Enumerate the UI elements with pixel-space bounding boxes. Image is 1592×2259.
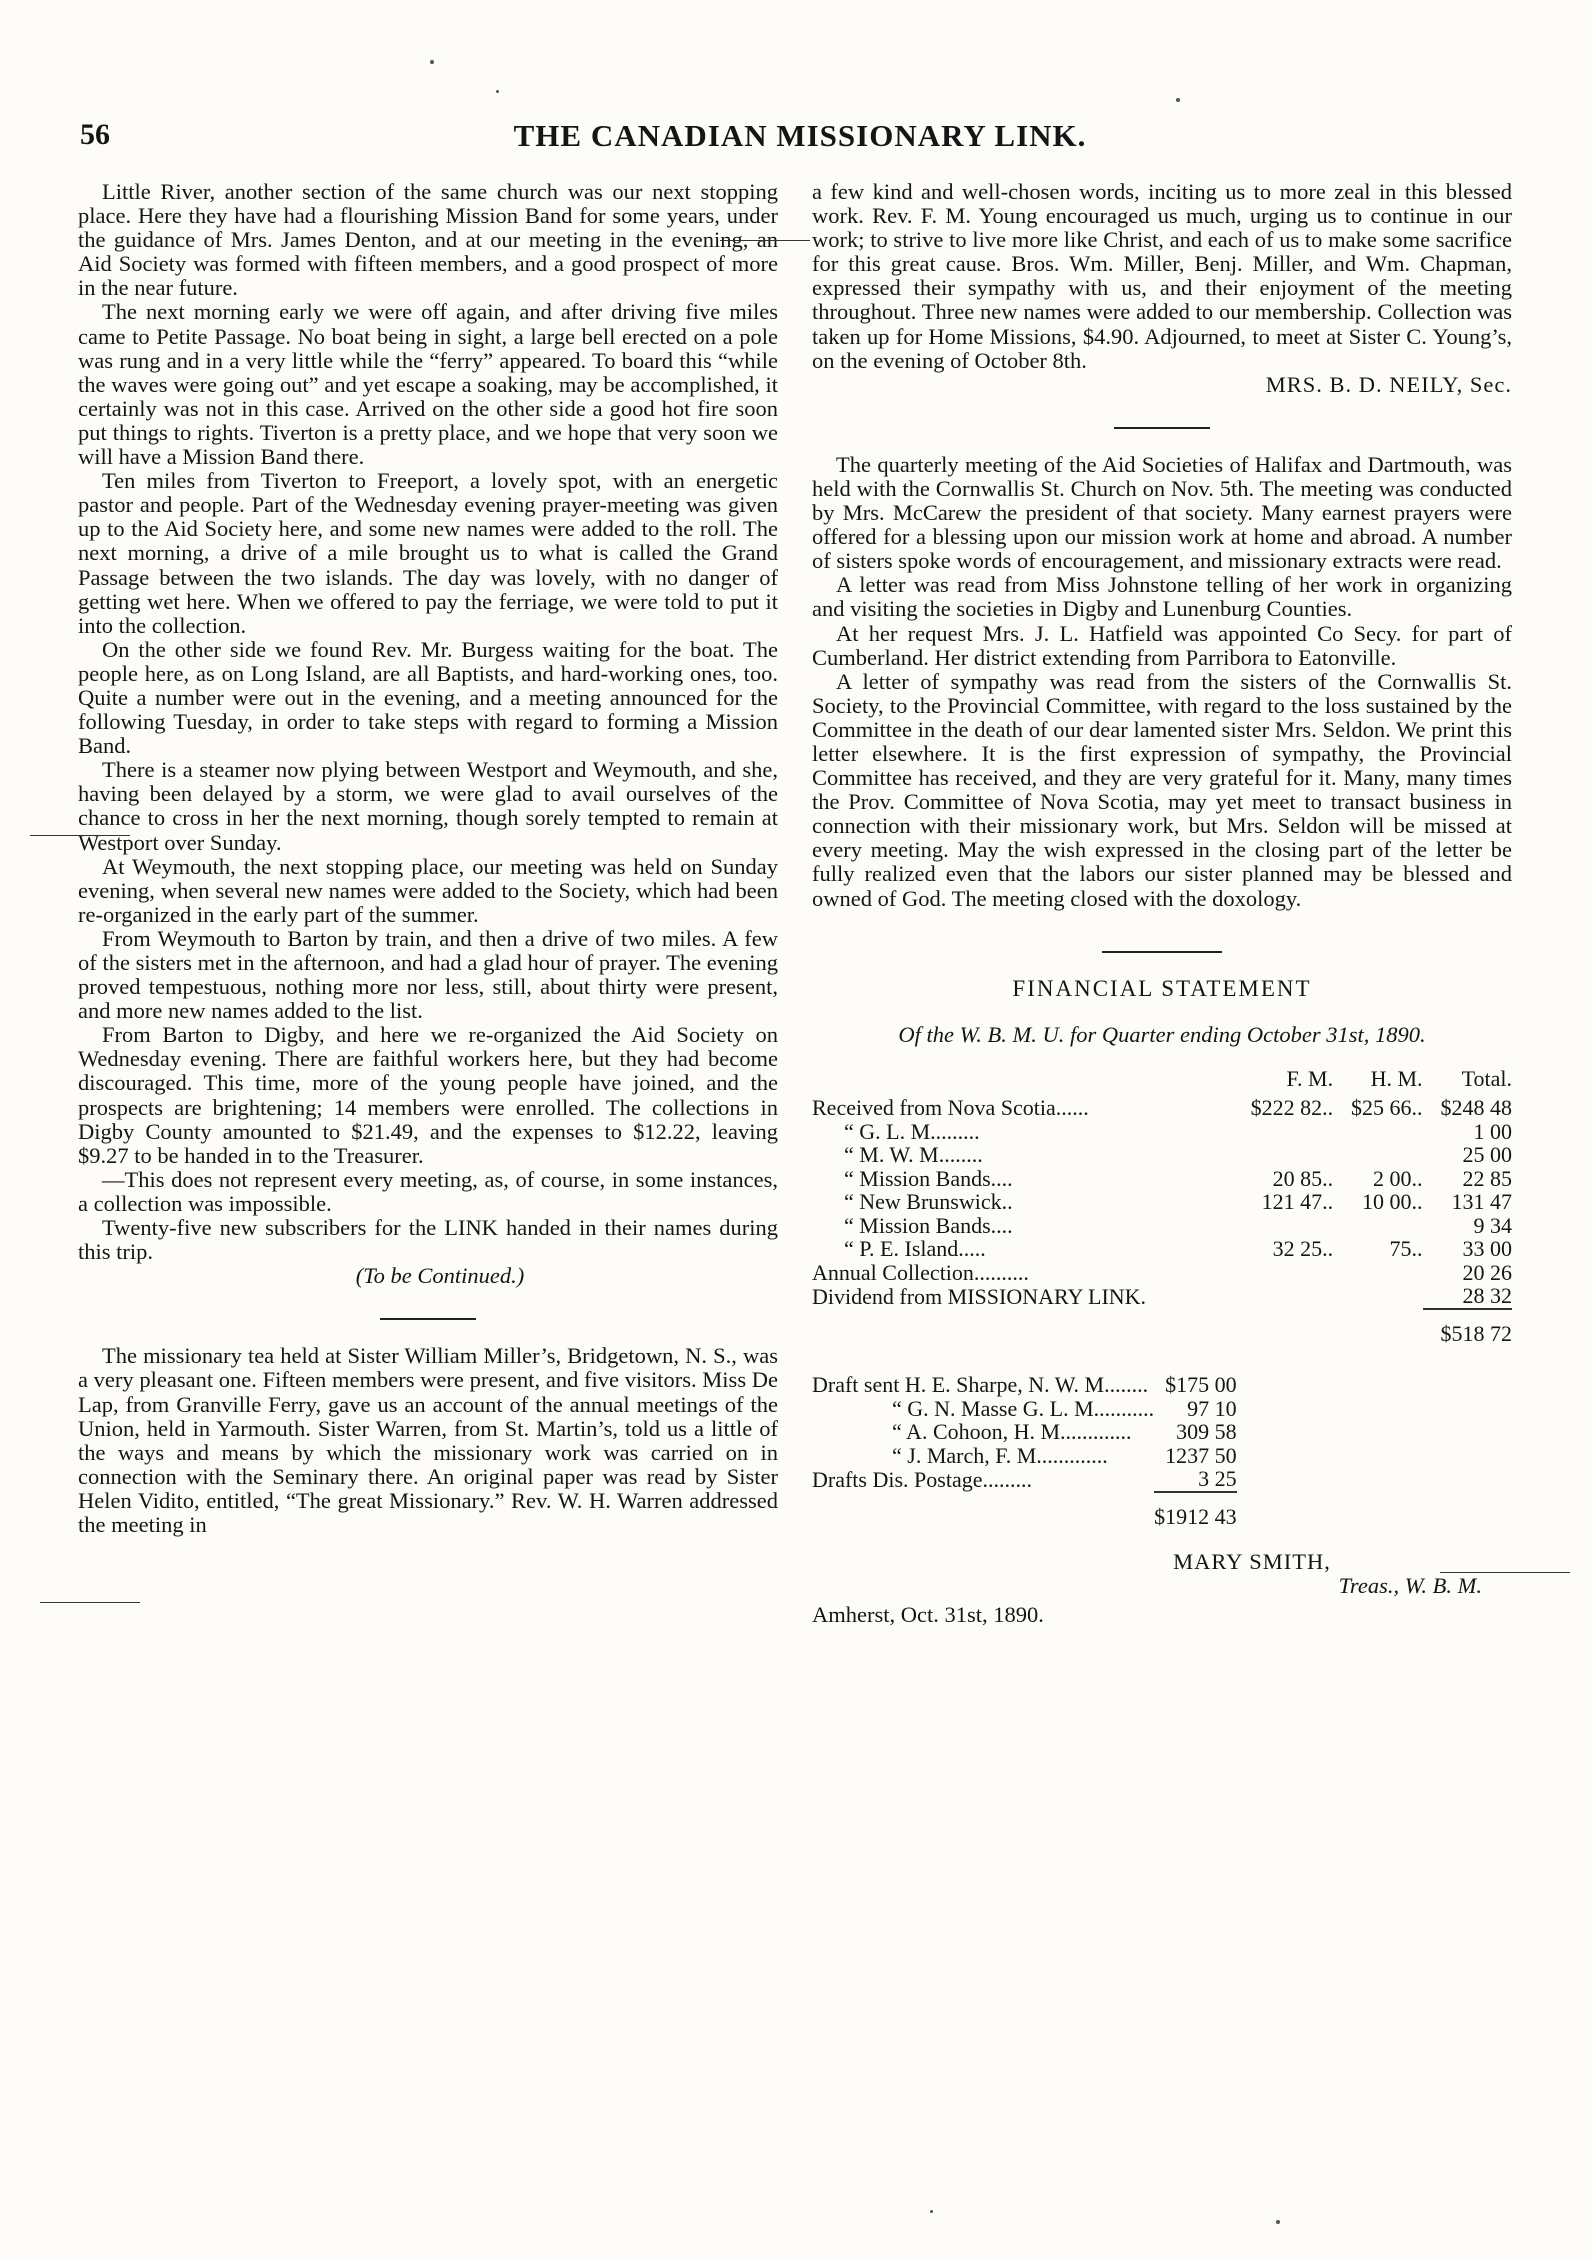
draft-label: “ J. March, F. M.............	[892, 1442, 1108, 1468]
table-row	[812, 1373, 1237, 1397]
row-hm: 2 00..	[1373, 1165, 1423, 1191]
scan-speck	[496, 90, 499, 93]
row-label: “ Mission Bands....	[844, 1212, 1013, 1238]
row-total: 9 34	[1473, 1212, 1512, 1238]
row-hm	[1333, 1214, 1422, 1238]
masthead-title: THE CANADIAN MISSIONARY LINK.	[513, 118, 1087, 153]
row-fm	[1230, 1143, 1333, 1167]
scan-mark	[1440, 1572, 1570, 1573]
article-paragraph: Twenty-five new subscribers for the LINK handed in their names during this trip.	[78, 1215, 778, 1265]
receipts-header-row	[812, 1067, 1512, 1097]
column-header-fm: F. M.	[1286, 1065, 1334, 1091]
table-row	[812, 1237, 1512, 1261]
page-header	[80, 118, 1520, 164]
row-label: “ G. L. M.........	[844, 1118, 980, 1144]
continued-note: (To be Continued.)	[355, 1263, 525, 1289]
receipts-total-row	[812, 1309, 1512, 1346]
row-total: 20 26	[1462, 1259, 1512, 1285]
scan-mark	[40, 1602, 140, 1603]
treasurer-role: Treas., W. B. M.	[1338, 1573, 1482, 1599]
table-row	[812, 1261, 1512, 1285]
financial-statement-subtitle: Of the W. B. M. U. for Quarter ending October 31st, 1890.	[898, 1021, 1426, 1047]
article-paragraph: The next morning early we were off again, and after driving five miles came to Petite Passage. No boat being in sight, a large bell erected on a pole was rung and in a very little while the “ferry” appeared. To board this “while the waves were going out” and yet escape a soaking, may be accomplished, it certainly was not in this case. Arrived on the other side a good hot fire soon put things to rights. Tiverton is a pretty place, and we hope that very soon we will have a Mission Band there.	[78, 299, 778, 470]
table-row	[812, 1444, 1237, 1468]
row-fm	[1230, 1261, 1333, 1285]
row-total: 28 32	[1462, 1283, 1512, 1309]
right-column	[812, 180, 1512, 1627]
row-hm	[1333, 1143, 1422, 1167]
left-column	[78, 180, 778, 1537]
row-fm: 20 85..	[1272, 1165, 1334, 1191]
row-total: 131 47	[1451, 1189, 1512, 1215]
page-number: 56	[80, 118, 110, 151]
table-row	[812, 1284, 1512, 1309]
draft-label: “ G. N. Masse G. L. M...........	[892, 1395, 1155, 1421]
column-header-total: Total.	[1461, 1065, 1512, 1091]
row-fm: $222 82..	[1250, 1095, 1334, 1121]
scan-mark	[720, 240, 810, 241]
scan-speck	[1176, 98, 1180, 102]
draft-amount: 3 25	[1198, 1466, 1237, 1492]
halifax-paragraph: A letter of sympathy was read from the sisters of the Cornwallis St. Society, to the Provincial Committee, with regard to the loss sustained by the Committee in the death of our dear lamented sister Mrs. Seldon. We print this letter elsewhere. It is the first expression of sympathy, the Provincial Committee has received, and they are very grateful for it. Many, many times the Prov. Committee of Nova Scotia, may yet meet to transact business in connection with their missionary work, but Mrs. Seldon will be missed at every meeting. May the wish expressed in the closing part of the letter be fully realized even that the labors our sister planned may be blessed and owned of God. The meeting closed with the doxology.	[812, 668, 1512, 911]
draft-amount: 309 58	[1176, 1419, 1237, 1445]
table-row	[812, 1190, 1512, 1214]
article-paragraph: At Weymouth, the next stopping place, our meeting was held on Sunday evening, when several new names were added to the Society, which had been re-organized in the early part of the summer.	[78, 853, 778, 927]
draft-amount: 97 10	[1187, 1395, 1237, 1421]
row-fm: 121 47..	[1261, 1189, 1334, 1215]
row-fm: 32 25..	[1272, 1236, 1334, 1262]
draft-label: Drafts Dis. Postage.........	[812, 1466, 1032, 1492]
scan-speck	[430, 60, 434, 64]
column-header-hm: H. M.	[1370, 1065, 1423, 1091]
table-row	[812, 1096, 1512, 1120]
drafts-table	[812, 1373, 1237, 1528]
row-label: “ New Brunswick..	[844, 1189, 1013, 1215]
tea-signature: MRS. B. D. NEILY, Sec.	[1265, 371, 1512, 397]
table-row	[812, 1120, 1512, 1144]
row-hm	[1333, 1284, 1422, 1309]
table-row	[812, 1214, 1512, 1238]
row-hm: 10 00..	[1362, 1189, 1423, 1215]
section-divider	[380, 1318, 476, 1320]
row-label: Annual Collection..........	[812, 1259, 1029, 1285]
halifax-paragraph: The quarterly meeting of the Aid Societies of Halifax and Dartmouth, was held with the Cornwallis St. Church on Nov. 5th. The meeting was conducted by Mrs. McCarew the president of that society. Many earnest prayers were offered for a blessing upon our mission work at home and abroad. A number of sisters spoke words of encouragement, and missionary extracts were read.	[812, 451, 1512, 574]
article-paragraph: On the other side we found Rev. Mr. Burgess waiting for the boat. The people here, as on Long Island, are all Baptists, and hard-working ones, too. Quite a number were out in the evening, and a meeting announced for the following Tuesday, in order to take steps with regard to forming a Mission Band.	[78, 636, 778, 759]
row-total: 1 00	[1473, 1118, 1512, 1144]
draft-label: “ A. Cohoon, H. M.............	[892, 1419, 1132, 1445]
halifax-paragraph: A letter was read from Miss Johnstone telling of her work in organizing and visiting the societies in Digby and Lunenburg Counties.	[812, 572, 1512, 622]
tea-paragraph-continued: a few kind and well-chosen words, inciting us to more zeal in this blessed work. Rev. F. M. Young encouraged us much, urging us to continue in our work; to strive to live more like Christ, and each of us to make some sacrifice for this great cause. Bros. Wm. Miller, Benj. Miller, and Wm. Chapman, expressed their sympathy with us, and their enjoyment of the meeting throughout. Three new names were added to our membership. Collection was taken up for Home Missions, $4.90. Adjourned, to meet at Sister C. Young’s, on the evening of October 8th.	[812, 179, 1512, 373]
table-row	[812, 1143, 1512, 1167]
row-label: “ Mission Bands....	[844, 1165, 1013, 1191]
scan-speck	[930, 2210, 933, 2213]
row-total: $248 48	[1440, 1095, 1512, 1121]
article-paragraph: From Barton to Digby, and here we re-organized the Aid Society on Wednesday evening. There are faithful workers here, but they had become discouraged. This time, more of the young people have joined, and the prospects are brightening; 14 members were enrolled. The collections in Digby County amounted to $21.49, and the expenses to $12.22, leaving $9.27 to be handed in to the Treasurer.	[78, 1022, 778, 1168]
table-row	[812, 1397, 1237, 1421]
row-hm	[1333, 1261, 1422, 1285]
scan-mark	[30, 835, 130, 836]
scan-speck	[1276, 2220, 1280, 2224]
receipts-table	[812, 1067, 1512, 1346]
article-paragraph: Little River, another section of the same church was our next stopping place. Here they have had a flourishing Mission Band for some years, under the guidance of Mrs. James Denton, and at our meeting in the evening, an Aid Society was formed with fifteen members, and a good prospect of more in the near future.	[78, 179, 778, 301]
row-label: “ P. E. Island.....	[844, 1236, 986, 1262]
article-paragraph: —This does not represent every meeting, as, of course, in some instances, a collection was impossible.	[78, 1166, 778, 1216]
place-and-date: Amherst, Oct. 31st, 1890.	[812, 1601, 1044, 1627]
drafts-total: $1912 43	[1154, 1492, 1237, 1529]
row-label: “ M. W. M........	[844, 1142, 983, 1168]
row-total: 33 00	[1462, 1236, 1512, 1262]
row-total: 25 00	[1462, 1142, 1512, 1168]
receipts-total: $518 72	[1423, 1309, 1512, 1346]
row-hm: $25 66..	[1351, 1095, 1423, 1121]
treasurer-name: MARY SMITH,	[1173, 1549, 1331, 1575]
row-fm	[1230, 1120, 1333, 1144]
article-paragraph: There is a steamer now plying between Westport and Weymouth, and she, having been delayed by a storm, we were glad to avail ourselves of the chance to cross in her the next morning, though sorely tempted to remain at Westport over Sunday.	[78, 757, 778, 855]
row-hm	[1333, 1120, 1422, 1144]
draft-amount: $175 00	[1165, 1372, 1237, 1398]
table-row	[812, 1467, 1237, 1492]
table-row	[812, 1420, 1237, 1444]
tea-paragraph: The missionary tea held at Sister William Miller’s, Bridgetown, N. S., was a very pleasant one. Fifteen members were present, and five visitors. Miss De Lap, from Granville Ferry, gave us an account of the annual meetings of the Union, held in Yarmouth. Sister Warren, from St. Martin’s, told us a little of the ways and means by which the missionary work was carried on in connection with the Seminary there. An original paper was read by Sister Helen Vidito, entitled, “The great Missionary.” Rev. W. H. Warren addressed the meeting in	[78, 1343, 778, 1537]
row-fm	[1230, 1284, 1333, 1309]
row-label: Dividend from MISSIONARY LINK.	[812, 1283, 1147, 1309]
article-paragraph: From Weymouth to Barton by train, and then a drive of two miles. A few of the sisters met in the afternoon, and had a glad hour of prayer. The evening proved tempestuous, nothing more nor less, still, about thirty were present, and more new names added to the list.	[78, 925, 778, 1024]
row-hm: 75..	[1389, 1236, 1423, 1262]
section-divider	[1102, 951, 1222, 953]
draft-amount: 1237 50	[1165, 1442, 1237, 1468]
row-label: Received from Nova Scotia......	[812, 1095, 1089, 1121]
section-divider	[1114, 427, 1210, 429]
draft-label: Draft sent H. E. Sharpe, N. W. M........	[812, 1372, 1149, 1398]
row-total: 22 85	[1462, 1165, 1512, 1191]
drafts-total-row	[812, 1492, 1237, 1529]
treasurer-signature-block	[812, 1550, 1512, 1626]
article-paragraph: Ten miles from Tiverton to Freeport, a lovely spot, with an energetic pastor and people. Part of the Wednesday evening prayer-meeting was given up to the Aid Society here, and some new names were added to the roll. The next morning, a drive of a mile brought us to what is called the Grand Passage between the two islands. The day was lovely, with no danger of getting wet here. When we offered to pay the ferriage, we were told to put it into the collection.	[78, 468, 778, 638]
financial-statement-title: FINANCIAL STATEMENT	[1012, 975, 1312, 1001]
table-row	[812, 1167, 1512, 1191]
row-fm	[1230, 1214, 1333, 1238]
halifax-paragraph: At her request Mrs. J. L. Hatfield was appointed Co Secy. for part of Cumberland. Her district extending from Parribora to Eatonville.	[812, 620, 1512, 670]
